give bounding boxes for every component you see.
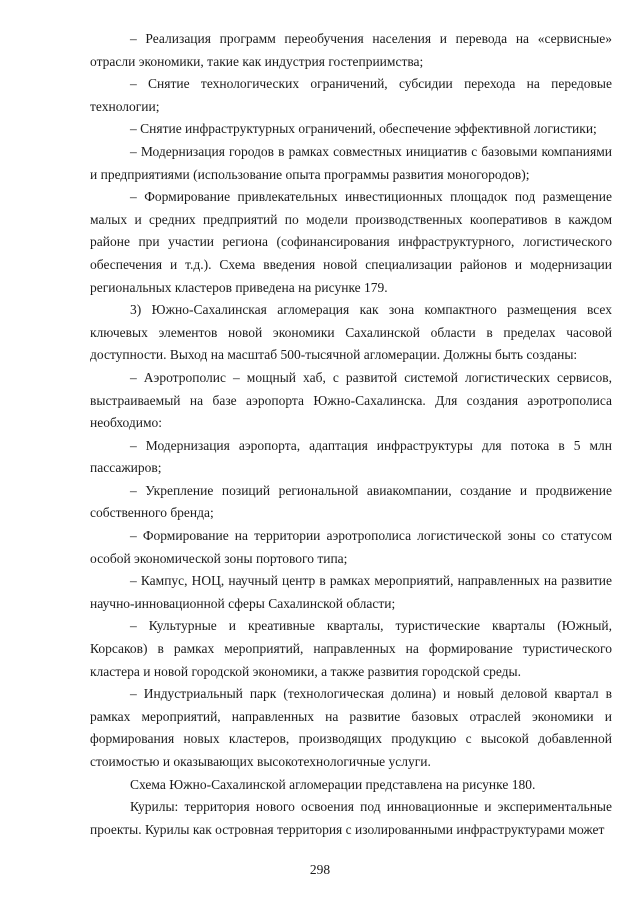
paragraph-investment-sites: – Формирование привлекательных инвестиционных площадок под размещение малых и средних предприятий по модели производственных кооперативов в каждом районе при участии региона (софинансирования инфраструктурного, логистического обеспечения и т.д.). Схема введения новой специализации районов и модернизации региональных кластеров приведена на рисунке 179. <box>90 189 612 295</box>
paragraph-campus: – Кампус, НОЦ, научный центр в рамках мероприятий, направленных на развитие научно-инновационной сферы Сахалинской области; <box>90 573 612 611</box>
paragraph-airline: – Укрепление позиций региональной авиакомпании, создание и продвижение собственного бренда; <box>90 482 612 521</box>
paragraph-aerotropolis: – Аэротрополис – мощный хаб, с развитой системой логистических сервисов, выстраиваемый на базе аэропорта Южно-Сахалинска. Для создания аэротрополиса необходимо: <box>90 369 612 431</box>
paragraph-figure-180: Схема Южно-Сахалинской агломерации представлена на рисунке 180. <box>130 776 536 792</box>
paragraph-agglomeration: 3) Южно-Сахалинская агломерация как зона компактного размещения всех ключевых элементов новой экономики Сахалинской области в пределах часовой доступности. Выход на масштаб 500-тысячной агломерации. Должны быть созданы: <box>90 302 612 363</box>
paragraph-airport-modernization: – Модернизация аэропорта, адаптация инфраструктуры для потока в 5 млн пассажиров; <box>90 437 612 476</box>
paragraph-city-modernization: – Модернизация городов в рамках совместных инициатив с базовыми компаниями и предприятиями (использование опыта программы развития моногородов); <box>90 143 612 182</box>
paragraph-retraining: – Реализация программ переобучения населения и перевода на «сервисные» отрасли экономики, такие как индустрия гостеприимства; <box>90 31 612 69</box>
paragraph-tech-limits: – Снятие технологических ограничений, субсидии перехода на передовые технологии; <box>90 76 612 114</box>
page-number: 298 <box>309 862 331 877</box>
paragraph-creative-quarters: – Культурные и креативные кварталы, туристические кварталы (Южный, Корсаков) в рамках мероприятий, направленных на формирование туристического кластера и новой городской экономики, а также развития городской среды. <box>90 618 612 679</box>
paragraph-infra-limits: – Снятие инфраструктурных ограничений, обеспечение эффективной логистики; <box>130 121 597 137</box>
paragraph-logistics-zone: – Формирование на территории аэротрополиса логистической зоны со статусом особой экономической зоны портового типа; <box>90 528 612 566</box>
paragraph-kurils: Курилы: территория нового освоения под инновационные и экспериментальные проекты. Курилы как островная территория с изолированными инфраструктурами может <box>90 799 612 837</box>
paragraph-industrial-park: – Индустриальный парк (технологическая долина) и новый деловой квартал в рамках мероприятий, направленных на развитие базовых отраслей экономики и формирования новых кластеров, производящих продукцию с высокой добавленной стоимостью и оказывающих высокотехнологичные услуги. <box>90 686 612 769</box>
